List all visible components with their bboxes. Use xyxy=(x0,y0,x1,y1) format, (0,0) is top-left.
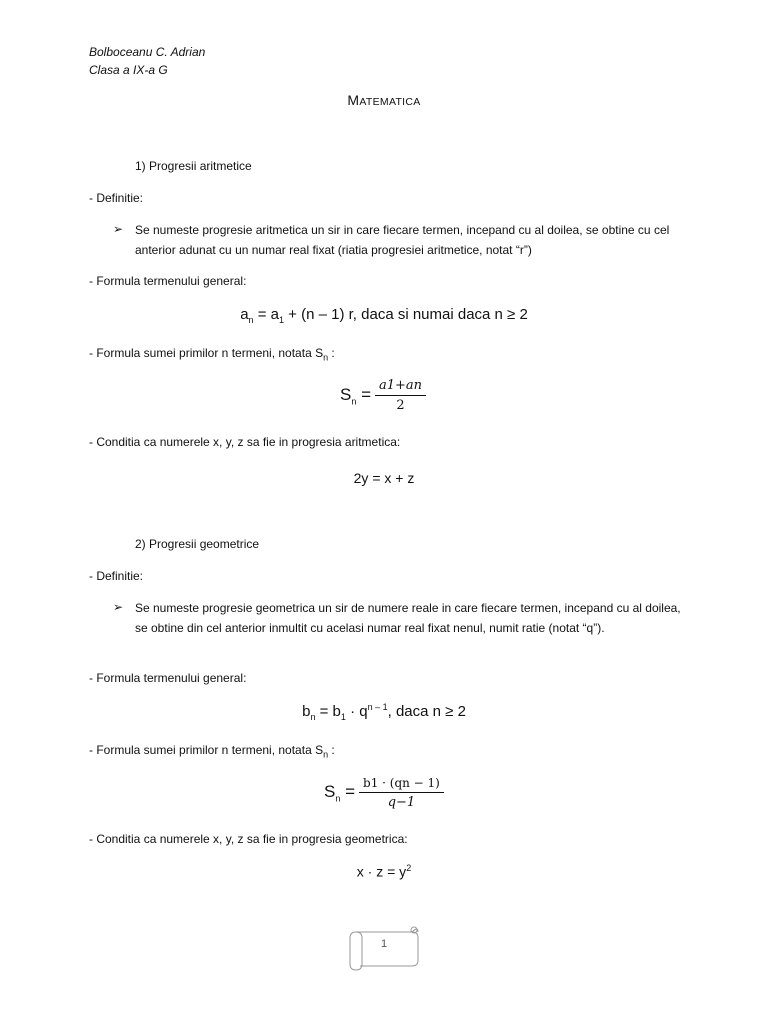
section-heading-geometric: 2) Progresii geometrice xyxy=(135,537,260,551)
definition-label: - Definitie: xyxy=(89,569,144,583)
sum-formula: $S_n$ = $\frac{b1 \cdot (qn - 1)}{q-1}$ xyxy=(324,776,444,810)
general-term-formula: $a_n = a_1 + (n - 1)$ r, daca si numai daca n ≥ 2 xyxy=(240,306,528,325)
fraction xyxy=(375,378,426,413)
fraction-denominator: 2 xyxy=(396,398,405,413)
arrow-bullet-icon: ➢ xyxy=(113,222,124,236)
author-class: Clasa a IX-a G xyxy=(89,63,168,77)
fraction-numerator: a1+an xyxy=(375,378,426,396)
definition-label: - Definitie: xyxy=(89,191,144,205)
sum-label: - Formula sumei primilor n termeni, notata $S_n$ : xyxy=(89,743,335,760)
author-name: Bolboceanu C. Adrian xyxy=(89,45,206,59)
fraction-numerator: b1 · (qn − 1) xyxy=(359,776,444,793)
section-heading-arithmetic: 1) Progresii aritmetice xyxy=(135,159,252,173)
definition-text: Se numeste progresie geometrica un sir de numere reale in care fiecare termen, incepand cu al doilea, se obtine din cel anterior inmultit cu acelasi numar real fixat nenul, numit ratie (notat “q”). xyxy=(135,601,681,635)
condition-label: - Conditia ca numerele x, y, z sa fie in progresia aritmetica: xyxy=(89,435,401,449)
condition-label: - Conditia ca numerele x, y, z sa fie in progresia geometrica: xyxy=(89,832,408,846)
general-term-label: - Formula termenului general: xyxy=(89,671,247,685)
fraction xyxy=(359,776,444,810)
fraction-denominator: q−1 xyxy=(387,795,416,810)
definition-text: Se numeste progresie aritmetica un sir in care fiecare termen, incepand cu al doilea, se obtine cu cel anterior adunat cu un numar real fixat (riatia progresiei aritmetice, notat “r”) xyxy=(135,223,670,257)
sum-label: - Formula sumei primilor n termeni, notata $S_n$ : xyxy=(89,346,335,363)
condition-formula: 2y = x + z xyxy=(353,470,415,486)
page-number: 1 xyxy=(380,938,388,950)
arrow-bullet-icon: ➢ xyxy=(113,600,124,614)
general-term-label: - Formula termenului general: xyxy=(89,274,247,288)
document-title: MATEMATICA xyxy=(347,92,421,108)
condition-formula: $x \cdot z = y^2$ xyxy=(356,863,412,880)
sum-formula: $S_n$ = $\frac{a1+an}{2}$ xyxy=(340,378,426,413)
general-term-formula: $b_n = b_1 \cdot q^{n - 1}$, daca n ≥ 2 xyxy=(302,702,466,722)
